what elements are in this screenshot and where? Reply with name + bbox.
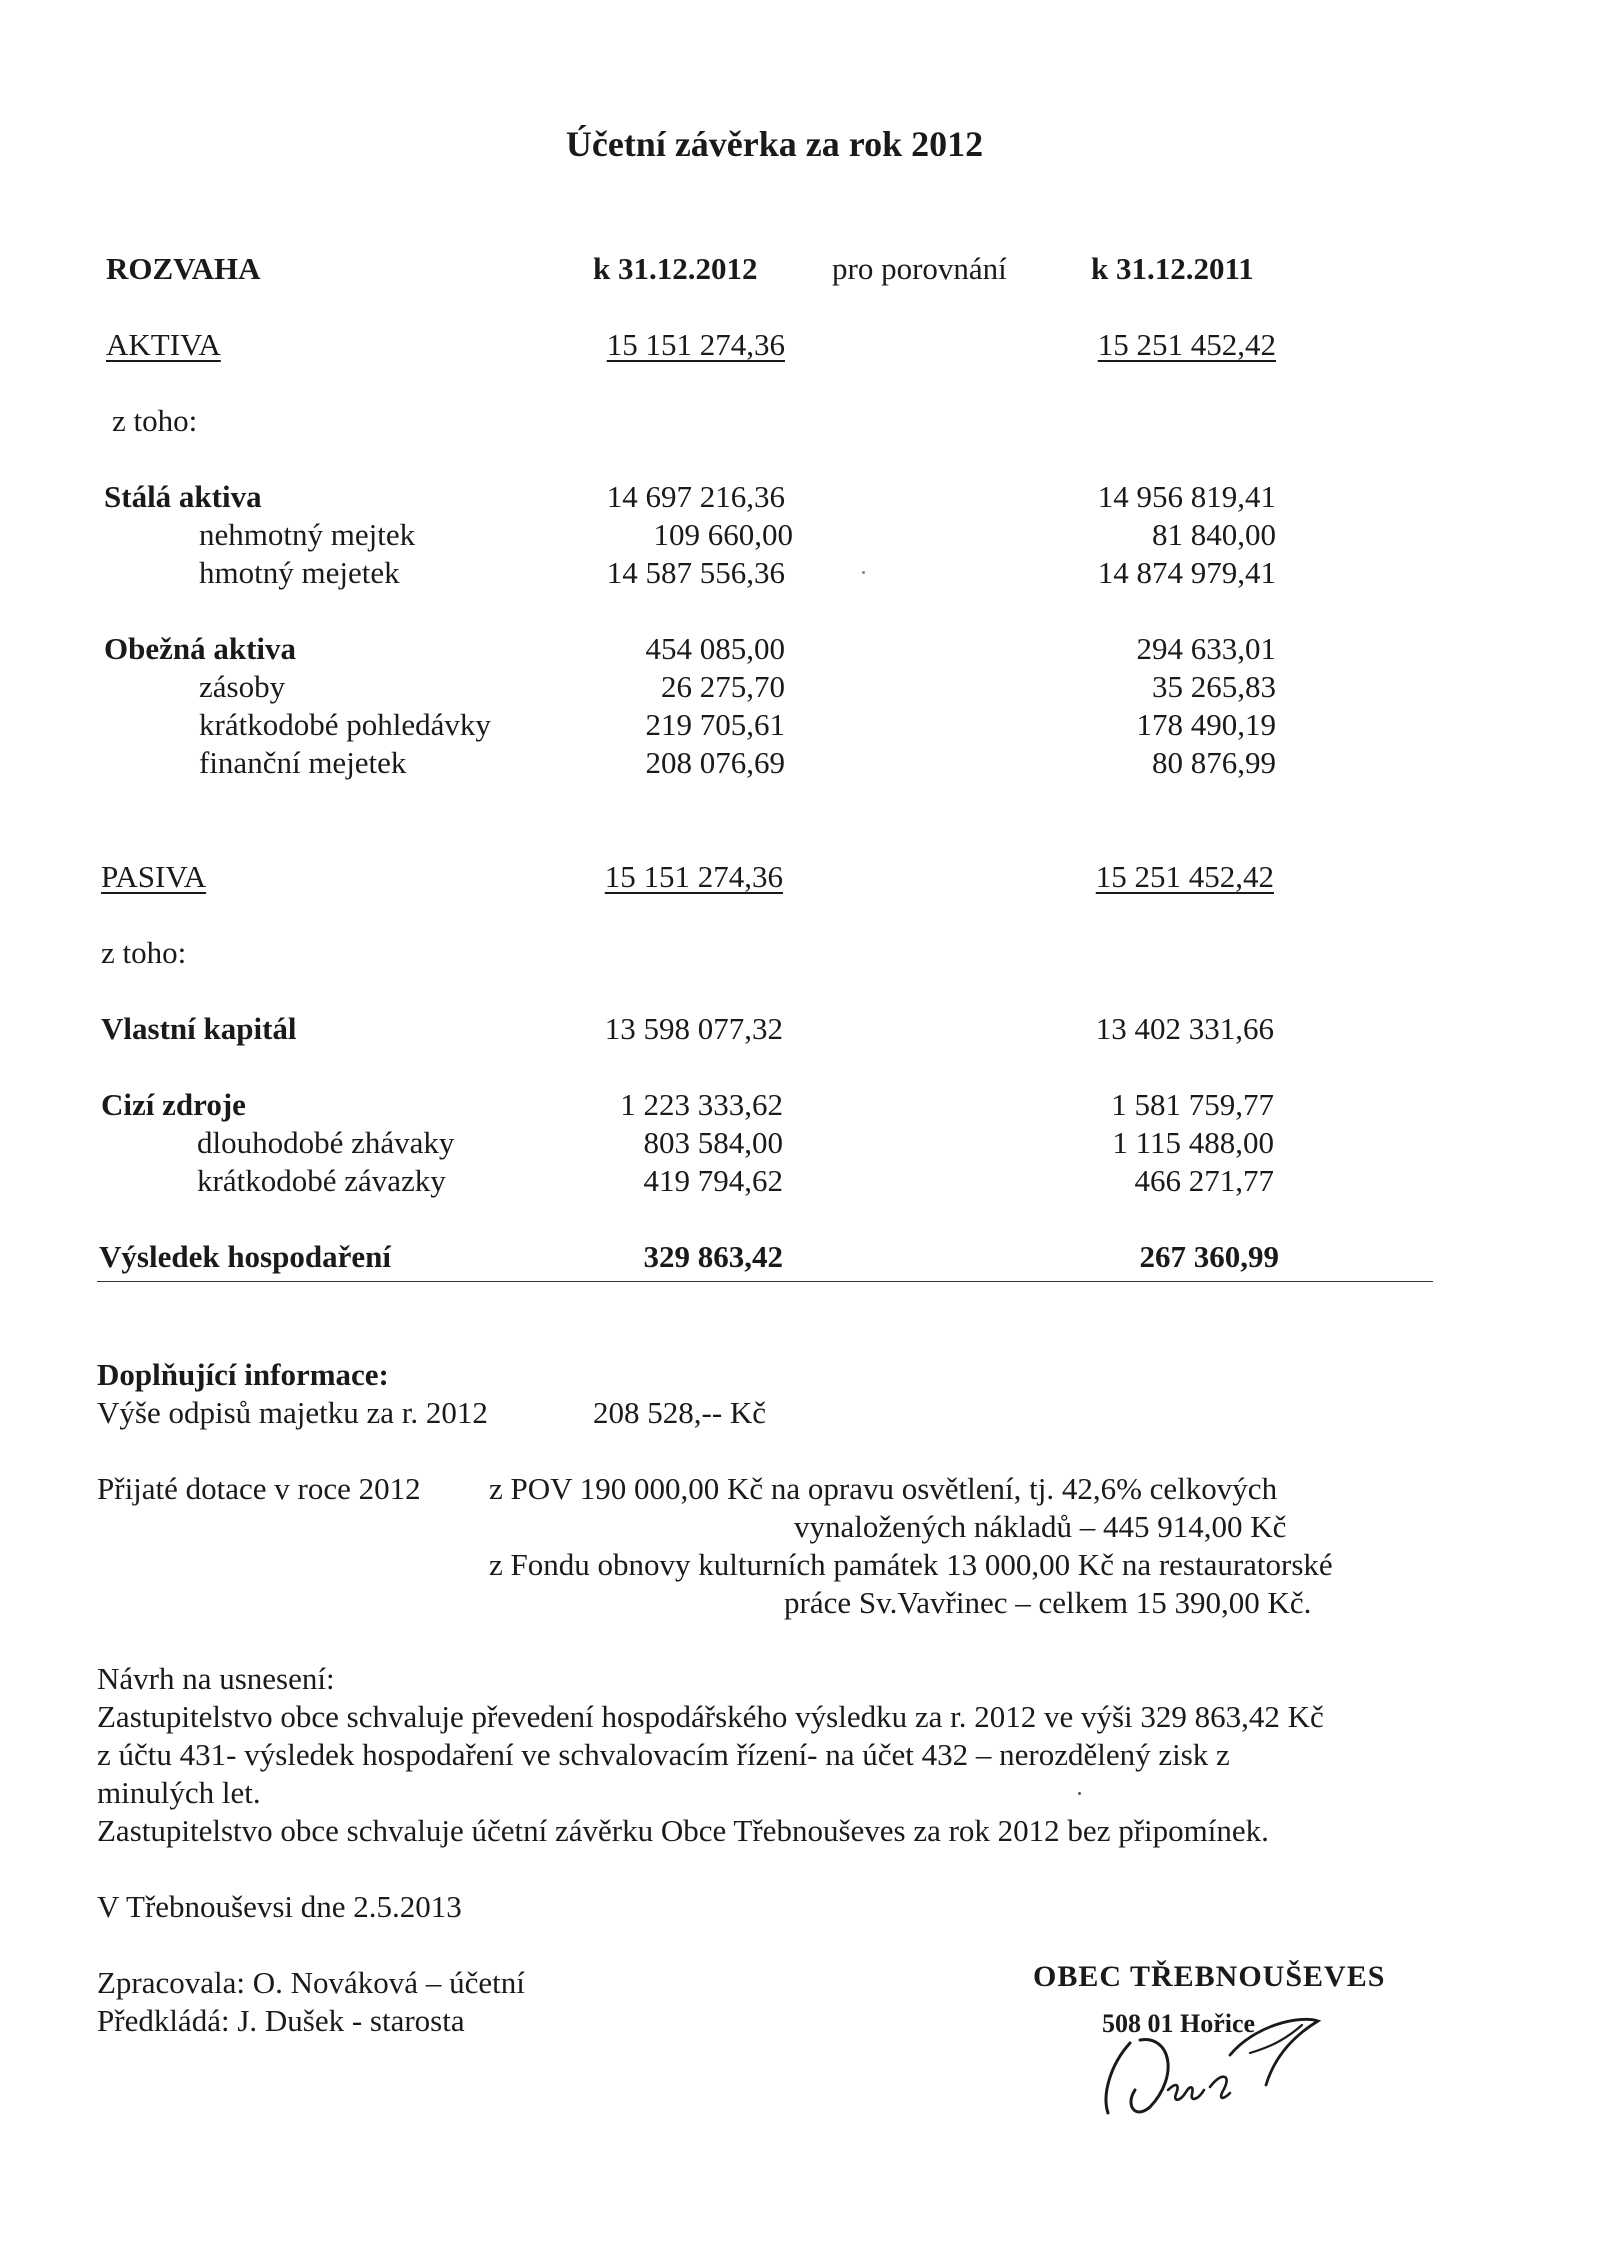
odpisy-label: Výše odpisů majetku za r. 2012 — [97, 1395, 488, 1430]
obezna-item-2012: 26 275,70 — [661, 669, 785, 704]
stala-aktiva-label: Stálá aktiva — [104, 479, 262, 514]
extra-heading: Doplňující informace: — [97, 1357, 389, 1392]
dotace-line: z POV 190 000,00 Kč na opravu osvětlení, tj. 42,6% celkových — [489, 1471, 1278, 1506]
obezna-item-2011: 35 265,83 — [1152, 669, 1276, 704]
cizi-zdroje-label: Cizí zdroje — [101, 1087, 246, 1122]
cizi-item-2011: 466 271,77 — [1134, 1163, 1274, 1198]
stala-item-label: hmotný mejetek — [199, 555, 400, 590]
pasiva-label: PASIVA — [101, 859, 207, 894]
prepared-by: Zpracovala: O. Nováková – účetní — [97, 1965, 525, 2000]
cizi-item-2012: 419 794,62 — [643, 1163, 783, 1198]
obezna-item-2011: 80 876,99 — [1152, 745, 1276, 780]
stala-item-2012: 14 587 556,36 — [606, 555, 785, 590]
navrh-line: z účtu 431- výsledek hospodaření ve schvalovacím řízení- na účet 432 – nerozdělený zisk z — [97, 1737, 1230, 1772]
rozvaha-heading: ROZVAHA — [106, 251, 261, 286]
stala-aktiva-2011: 14 956 819,41 — [1097, 479, 1276, 514]
cizi-item-2012: 803 584,00 — [643, 1125, 783, 1160]
aktiva-value-2012: 15 151 274,36 — [606, 327, 785, 362]
submitted-by: Předkládá: J. Dušek - starosta — [97, 2003, 465, 2038]
vysledek-2012: 329 863,42 — [643, 1239, 783, 1274]
odpisy-value: 208 528,-- Kč — [593, 1395, 767, 1430]
obezna-item-label: zásoby — [199, 669, 286, 704]
obezna-item-2012: 208 076,69 — [645, 745, 785, 780]
stamp-title: OBEC TŘEBNOUŠEVES — [1033, 1960, 1386, 1993]
stala-item-2011: 14 874 979,41 — [1097, 555, 1276, 590]
obezna-item-2012: 219 705,61 — [645, 707, 785, 742]
pasiva-value-2012: 15 151 274,36 — [604, 859, 783, 894]
vlastni-kapital-2011: 13 402 331,66 — [1095, 1011, 1274, 1046]
obezna-aktiva-2012: 454 085,00 — [645, 631, 785, 666]
navrh-line: Zastupitelstvo obce schvaluje účetní závěrku Obce Třebnouševes za rok 2012 bez připomínek. — [97, 1813, 1269, 1848]
vysledek-label: Výsledek hospodaření — [99, 1239, 391, 1274]
compare-label: pro porovnání — [832, 251, 1007, 286]
cizi-zdroje-2011: 1 581 759,77 — [1111, 1087, 1274, 1122]
obezna-item-label: finanční mejetek — [199, 745, 407, 780]
place-date: V Třebnouševsi dne 2.5.2013 — [97, 1889, 462, 1924]
pasiva-ztoho: z toho: — [101, 935, 187, 970]
obezna-item-label: krátkodobé pohledávky — [199, 707, 491, 742]
vysledek-2011: 267 360,99 — [1139, 1239, 1279, 1274]
handwritten-signature — [1080, 1995, 1340, 2125]
cizi-item-2011: 1 115 488,00 — [1112, 1125, 1274, 1160]
column-header-2011: k 31.12.2011 — [1091, 251, 1254, 286]
stray-mark — [1078, 1792, 1081, 1795]
aktiva-label: AKTIVA — [106, 327, 221, 362]
aktiva-value-2011: 15 251 452,42 — [1097, 327, 1276, 362]
dotace-line: práce Sv.Vavřinec – celkem 15 390,00 Kč. — [784, 1585, 1312, 1620]
cizi-item-label: dlouhodobé zhávaky — [197, 1125, 455, 1160]
stala-item-label: nehmotný mejtek — [199, 517, 416, 552]
obezna-aktiva-label: Obežná aktiva — [104, 631, 297, 666]
dotace-line: vynaložených nákladů – 445 914,00 Kč — [794, 1509, 1287, 1544]
summary-divider — [97, 1281, 1433, 1282]
stray-mark — [862, 571, 865, 574]
vlastni-kapital-2012: 13 598 077,32 — [604, 1011, 783, 1046]
cizi-zdroje-2012: 1 223 333,62 — [620, 1087, 783, 1122]
stala-item-2011: 81 840,00 — [1152, 517, 1276, 552]
navrh-line: minulých let. — [97, 1775, 261, 1810]
pasiva-value-2011: 15 251 452,42 — [1095, 859, 1274, 894]
obezna-item-2011: 178 490,19 — [1136, 707, 1276, 742]
navrh-line: Zastupitelstvo obce schvaluje převedení hospodářského výsledku za r. 2012 ve výši 329 863,42 Kč — [97, 1699, 1324, 1734]
page-title: Účetní závěrka za rok 2012 — [565, 124, 984, 164]
column-header-2012: k 31.12.2012 — [593, 251, 758, 286]
stamp-address: 508 01 Hořice — [1102, 2009, 1256, 2038]
cizi-item-label: krátkodobé závazky — [197, 1163, 446, 1198]
dotace-label: Přijaté dotace v roce 2012 — [97, 1471, 421, 1506]
stala-item-2012: 109 660,00 — [653, 517, 793, 552]
navrh-heading: Návrh na usnesení: — [97, 1661, 335, 1696]
dotace-line: z Fondu obnovy kulturních památek 13 000,00 Kč na restauratorské — [489, 1547, 1333, 1582]
vlastni-kapital-label: Vlastní kapitál — [101, 1011, 297, 1046]
stala-aktiva-2012: 14 697 216,36 — [606, 479, 785, 514]
obezna-aktiva-2011: 294 633,01 — [1136, 631, 1276, 666]
aktiva-ztoho: z toho: — [112, 403, 198, 438]
